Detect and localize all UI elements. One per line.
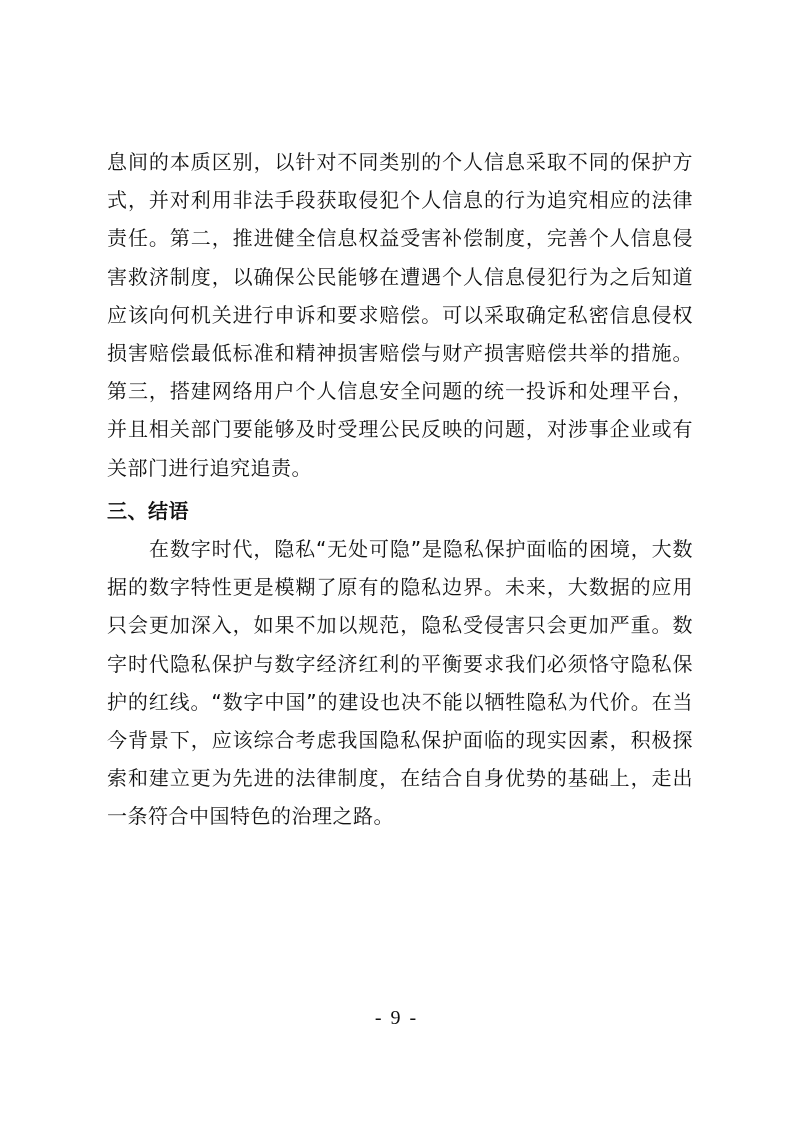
page-number: - 9 - [374,1007,419,1029]
body-paragraph-conclusion: 在数字时代，隐私“无处可隐”是隐私保护面临的困境，大数据的数字特性更是模糊了原有的隐私边界。未来，大数据的应用只会更加深入，如果不加以规范，隐私受侵害只会更加严重。数字时代隐私保护与数字经济红利的平衡要求我们必须恪守隐私保护的红线。“数字中国”的建设也决不能以牺牲隐私为代价。在当今背景下，应该综合考虑我国隐私保护面临的现实因素，积极探索和建立更为先进的法律制度，在结合自身优势的基础上，走出一条符合中国特色的治理之路。 [107,537,693,829]
body-paragraph-continued: 息间的本质区别，以针对不同类别的个人信息采取不同的保护方式，并对利用非法手段获取侵犯个人信息的行为追究相应的法律责任。第二，推进健全信息权益受害补偿制度，完善个人信息侵害救济制度，以确保公民能够在遭遇个人信息侵犯行为之后知道应该向何机关进行申诉和要求赔偿。可以采取确定私密信息侵权损害赔偿最低标准和精神损害赔偿与财产损害赔偿共举的措施。第三，搭建网络用户个人信息安全问题的统一投诉和处理平台，并且相关部门要能够及时受理公民反映的问题，对涉事企业或有关部门进行追究追责。 [107,150,693,480]
section-heading-conclusion: 三、结语 [107,499,189,523]
